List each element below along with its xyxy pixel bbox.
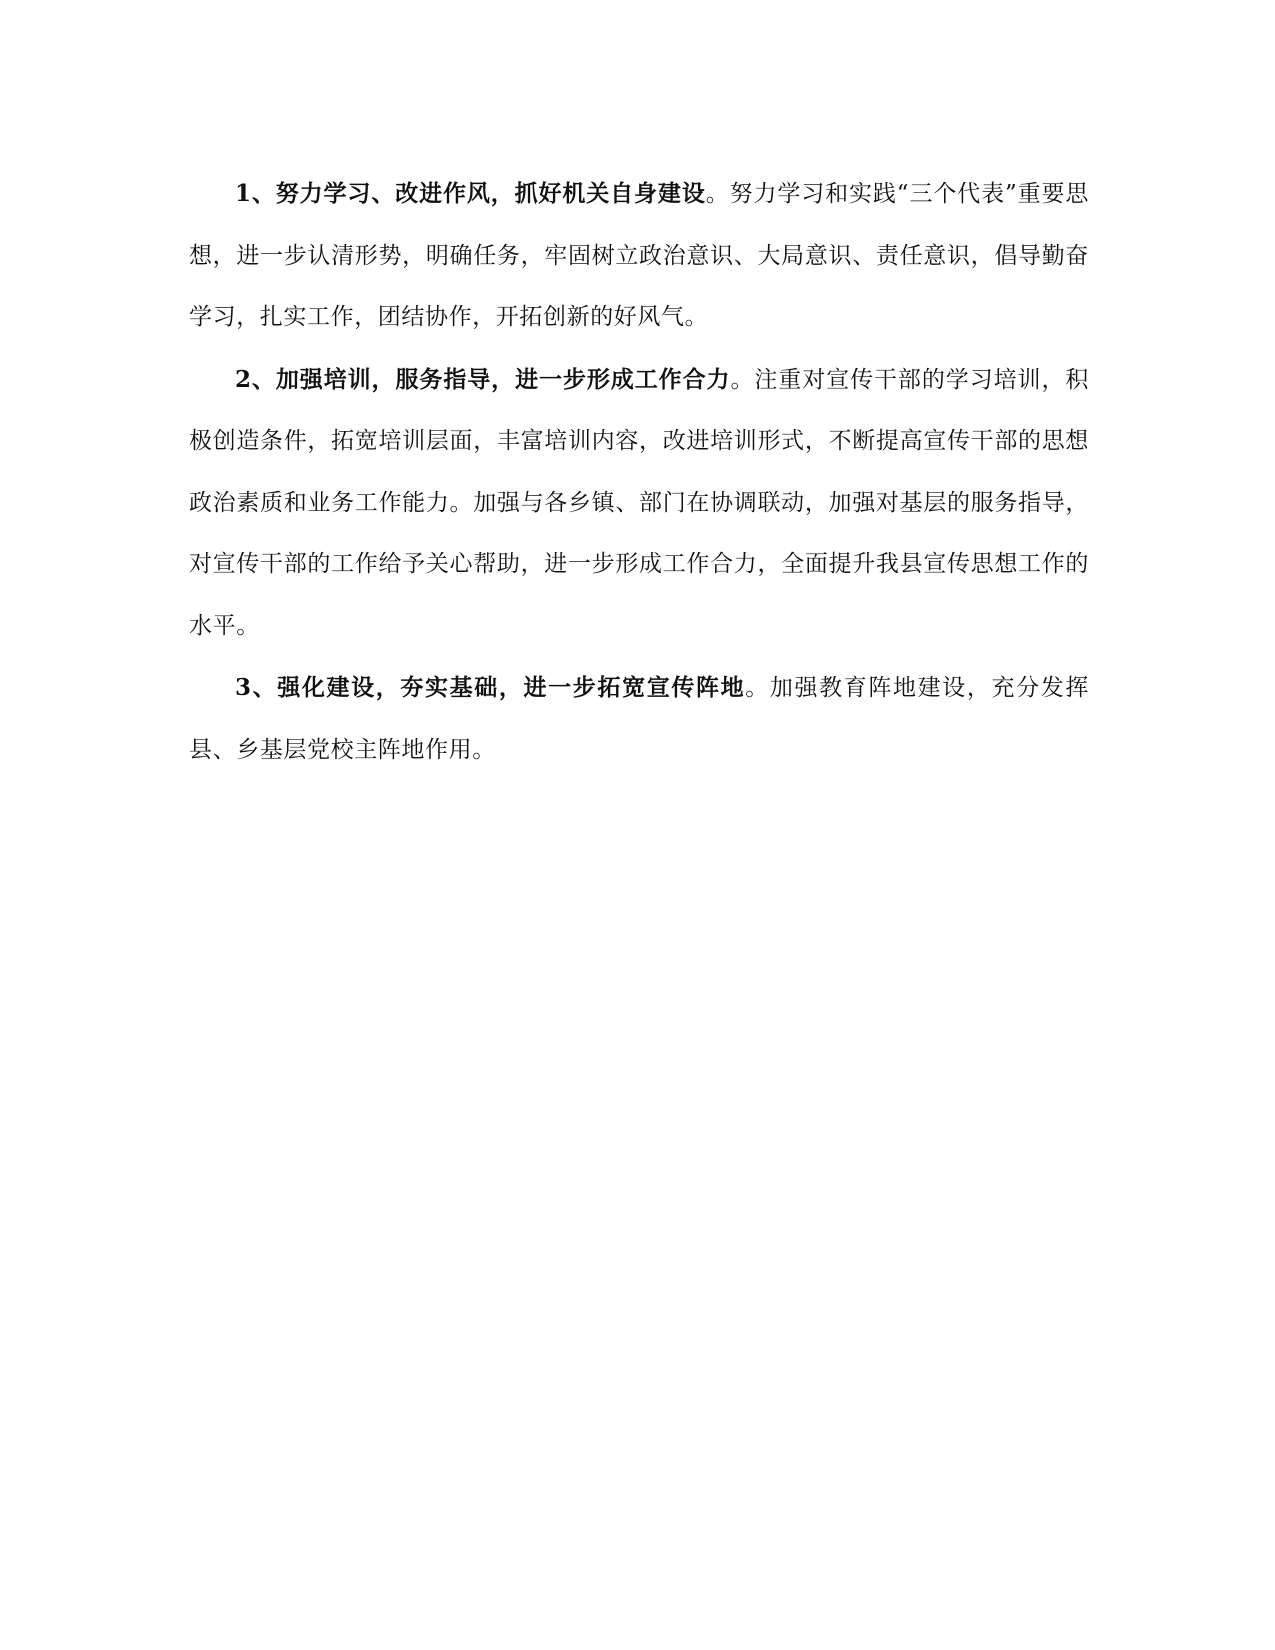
document-body — [189, 163, 1089, 781]
paragraph-1 — [189, 163, 1089, 349]
paragraph-3-text: 。加强教育阵地建设，充分发挥县、乡基层党校主阵地作用。 — [189, 675, 1089, 763]
paragraph-2-text: 。注重对宣传干部的学习培训，积极创造条件，拓宽培训层面，丰富培训内容，改进培训形式，不断提高宣传干部的思想政治素质和业务工作能力。加强与各乡镇、部门在协调联动，加强对基层的服务指导，对宣传干部的工作给予关心帮助，进一步形成工作合力，全面提升我县宣传思想工作的水平。 — [189, 366, 1089, 639]
paragraph-2-heading: 2、加强培训，服务指导，进一步形成工作合力 — [235, 365, 731, 393]
paragraph-1-text: 。努力学习和实践“三个代表”重要思想，进一步认清形势，明确任务，牢固树立政治意识、大局意识、责任意识，倡导勤奋学习，扎实工作，团结协作，开拓创新的好风气。 — [189, 181, 1089, 330]
paragraph-1-heading: 1、努力学习、改进作风，抓好机关自身建设 — [235, 180, 706, 207]
paragraph-3-heading: 3、强化建设，夯实基础，进一步拓宽宣传阵地 — [235, 674, 746, 701]
paragraph-3 — [189, 657, 1089, 781]
paragraph-2 — [189, 349, 1089, 658]
